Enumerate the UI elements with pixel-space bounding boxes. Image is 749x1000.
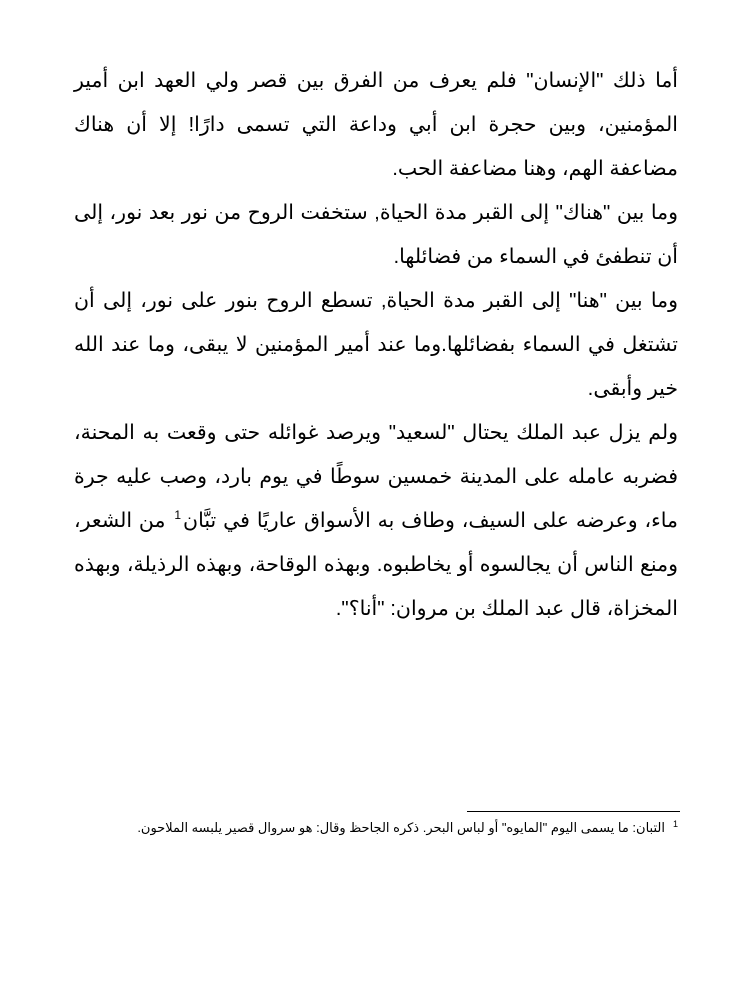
footnote-text: التبان: ما يسمى اليوم "المايوه" أو لباس البحر. ذكره الجاحظ وقال: هو سروال قصير يلبسه الملاحون.: [137, 820, 665, 835]
paragraph-4: [74, 411, 678, 631]
text-segment: ماء، وعرضه على السيف، وطاف به الأسواق عاريًا في تبَّان: [183, 509, 679, 532]
text-line: [74, 587, 678, 631]
text-line-content: خير وأبقى.: [587, 377, 678, 400]
text-line: [74, 147, 678, 191]
text-line: [74, 543, 678, 587]
text-line: [74, 103, 678, 147]
text-segment: من الشعر،: [74, 509, 166, 532]
text-line-content: تشتغل في السماء بفضائلها.وما عند أمير المؤمنين لا يبقى، وما عند الله: [74, 333, 678, 356]
text-line: [74, 323, 678, 367]
text-line: [74, 235, 678, 279]
footnote-separator: [467, 811, 680, 812]
text-line-content: المخزاة، قال عبد الملك بن مروان: "أنا؟".: [335, 597, 678, 620]
text-line: [74, 59, 678, 103]
footnote-number: 1: [672, 819, 678, 829]
text-line-content: [74, 499, 678, 543]
text-line-content: وما بين "هناك" إلى القبر مدة الحياة, ستخفت الروح من نور بعد نور، إلى: [74, 201, 678, 224]
text-line-content: ولم يزل عبد الملك يحتال "لسعيد" ويرصد غوائله حتى وقعت به المحنة،: [74, 421, 678, 444]
paragraph-2: [74, 191, 678, 279]
paragraph-1: [74, 59, 678, 191]
text-line-content: أما ذلك "الإنسان" فلم يعرف من الفرق بين قصر ولي العهد ابن أمير: [74, 69, 678, 92]
body-text: [74, 59, 678, 631]
text-line-content: المؤمنين، وبين حجرة ابن أبي وداعة التي تسمى دارًا! إلا أن هناك: [74, 113, 678, 136]
paragraph-3: [74, 279, 678, 411]
text-line-content: ومنع الناس أن يجالسوه أو يخاطبوه. وبهذه الوقاحة، وبهذه الرذيلة، وبهذه: [74, 553, 678, 576]
footnote: [90, 818, 678, 838]
text-line: [74, 279, 678, 323]
text-line-content: أن تنطفئ في السماء من فضائلها.: [393, 245, 678, 268]
footnote-reference[interactable]: 1: [174, 508, 182, 522]
text-line: [74, 411, 678, 455]
text-line: [74, 499, 678, 543]
text-line: [74, 191, 678, 235]
text-line-content: فضربه عامله على المدينة خمسين سوطًا في يوم بارد، وصب عليه جرة: [74, 465, 678, 488]
text-line: [74, 367, 678, 411]
text-line-content: مضاعفة الهم، وهنا مضاعفة الحب.: [392, 157, 678, 180]
text-line-content: وما بين "هنا" إلى القبر مدة الحياة, تسطع الروح بنور على نور، إلى أن: [74, 289, 678, 312]
text-line: [74, 455, 678, 499]
